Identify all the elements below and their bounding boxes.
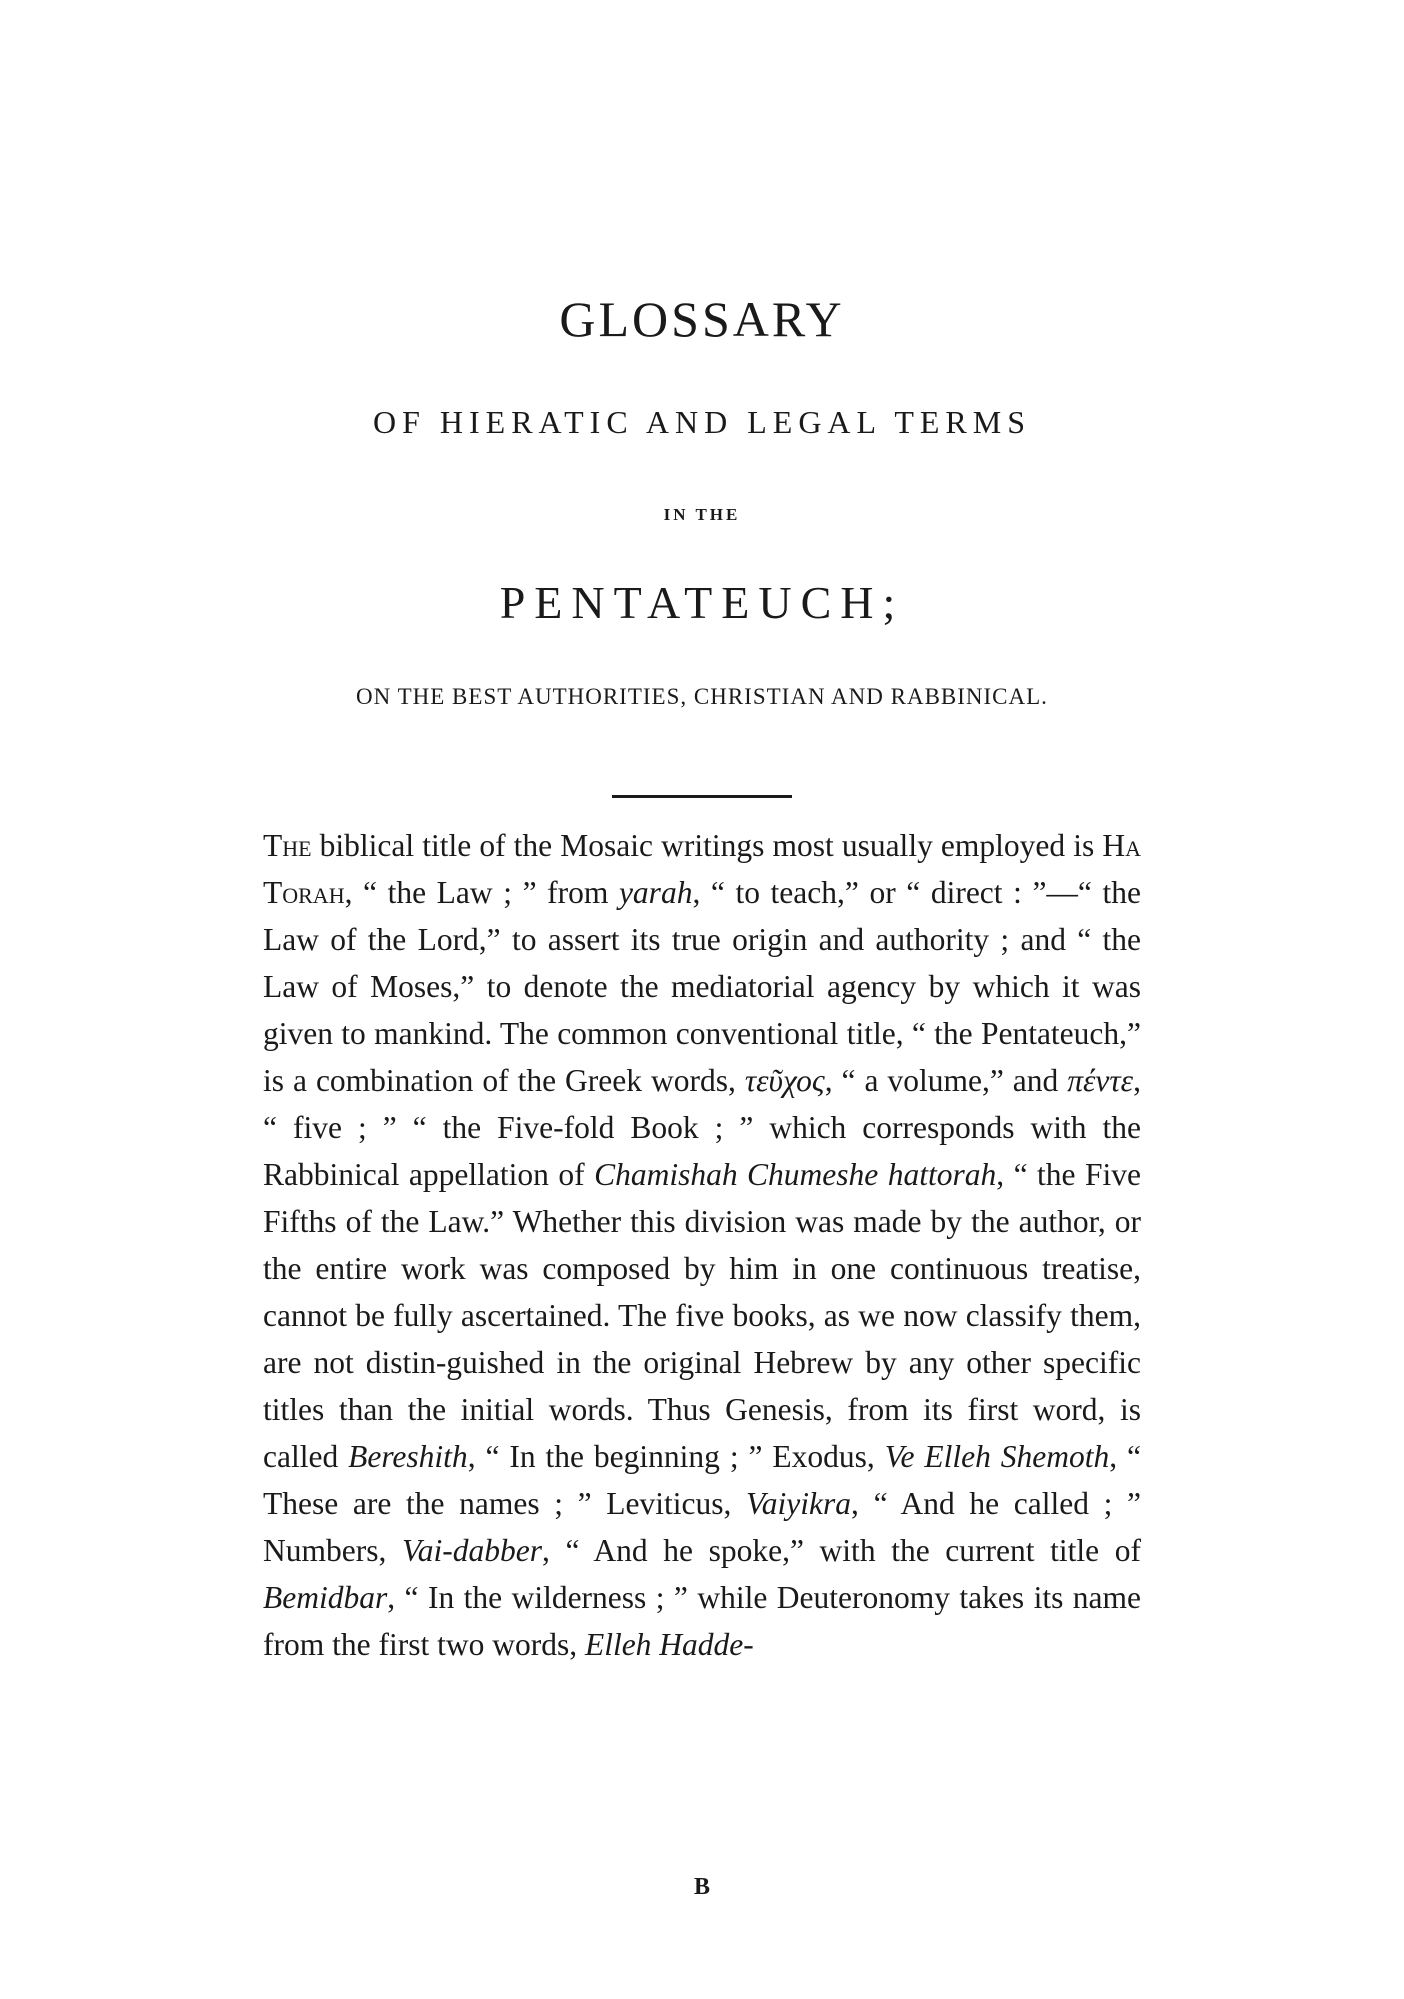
subtitle-terms: OF HIERATIC AND LEGAL TERMS: [372, 404, 1031, 440]
glossary-title: GLOSSARY: [559, 291, 845, 347]
subtitle-pentateuch: PENTATEUCH;: [499, 577, 905, 628]
term-ha-torah: Ha Torah: [263, 828, 1141, 910]
text-run: , “ five ; ” “ the Five-fold Book ; ” which corresponds with the Rabbinical appellation of: [263, 1063, 1141, 1192]
term-bemidbar: Bemidbar: [263, 1580, 388, 1615]
text-run: , “ the Law ; ” from: [344, 875, 619, 910]
drop-word: The: [263, 828, 312, 863]
term-chamishah: Chamishah Chumeshe hattorah: [594, 1157, 997, 1192]
text-run: , “ to teach,” or “ direct : ”—“ the Law of the Lord,” to assert its true origin and authority ; and “ the Law of Moses,” to denote the mediatorial agency by which it was given to mankind. The common conventional title, “ the Pentateuch,” is a combination of the Greek words,: [263, 875, 1141, 1098]
greek-pente: πέντε: [1067, 1063, 1134, 1098]
text-run: , “ In the beginning ; ” Exodus,: [467, 1439, 885, 1474]
text-run: , “ the Five Fifths of the Law.” Whether this division was made by the author, or the entire work was composed by him in one continuous treatise, cannot be fully ascertained. The five books, as we now classify them, are not distin-guished in the original Hebrew by any other specific titles than the initial words. Thus Genesis, from its first word, is called: [263, 1157, 1142, 1474]
term-shemoth: Ve Elleh Shemoth: [884, 1439, 1110, 1474]
signature-mark: B: [693, 1874, 710, 1900]
greek-teuchos: τεῦχος: [744, 1063, 825, 1098]
text-run: , “ And he spoke,” with the current title of: [541, 1533, 1141, 1568]
term-elleh-hadde: Elleh Hadde-: [584, 1627, 754, 1662]
body-paragraph: [263, 822, 1141, 1668]
term-yarah: yarah: [618, 875, 693, 910]
text-run: , “ In the wilderness ; ” while Deuteronomy takes its name from the first two words,: [263, 1580, 1141, 1662]
term-vaiyikra: Vaiyikra: [746, 1486, 852, 1521]
subtitle-authorities: ON THE BEST AUTHORITIES, CHRISTIAN AND RABBINICAL.: [356, 684, 1048, 709]
subtitle-in-the: IN THE: [663, 505, 741, 524]
text-run: biblical title of the Mosaic writings most usually employed is: [311, 828, 1103, 863]
term-bereshith: Bereshith: [348, 1439, 468, 1474]
text-run: , “ These are the names ; ” Leviticus,: [263, 1439, 1142, 1521]
text-run: , “ And he called ; ” Numbers,: [263, 1486, 1141, 1568]
term-vaidabber: Vai-dabber: [401, 1533, 542, 1568]
title-divider: [612, 795, 792, 798]
text-run: , “ a volume,” and: [824, 1063, 1068, 1098]
